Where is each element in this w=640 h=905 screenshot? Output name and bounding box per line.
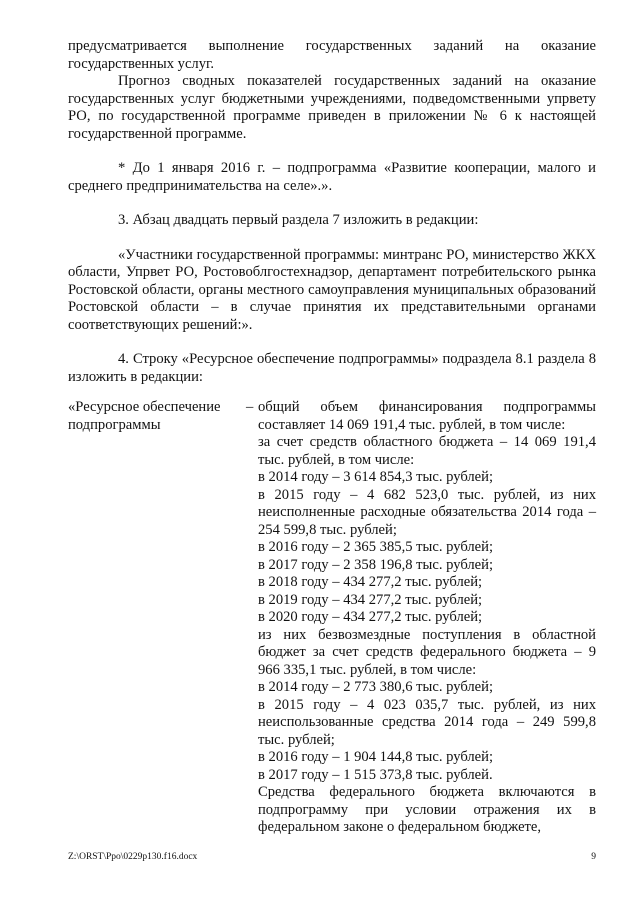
paragraph-tasks-continuation: предусматривается выполнение государственных заданий на оказание государственных услуг. <box>68 38 596 72</box>
resource-line: из них безвозмездные поступления в областной бюджет за счет средств федерального бюджета – 9 966 335,1 тыс. рублей, в том числе: <box>258 626 596 678</box>
resource-label: «Ресурсное обеспечение подпрограммы <box>68 399 221 433</box>
paragraph-forecast: Прогноз сводных показателей государственных заданий на оказание государственных услуг бюджетными учреждениями, подведомственными упрвету РО, по государственной программе приведен в приложении № 6 к настоящей государственной программе. <box>68 73 596 142</box>
resource-values <box>258 399 596 837</box>
resource-line: в 2016 году – 2 365 385,5 тыс. рублей; <box>258 539 494 555</box>
resource-line: в 2017 году – 1 515 373,8 тыс. рублей. <box>258 766 493 783</box>
resource-dash: – <box>246 399 254 415</box>
page-footer <box>68 852 596 862</box>
resource-line: общий объем финансирования подпрограммы составляет 14 069 191,4 тыс. рублей, в том числе: <box>258 399 596 433</box>
resource-provision-row <box>68 399 596 837</box>
paragraph-footnote: * До 1 января 2016 г. – подпрограмма «Развитие кооперации, малого и среднего предпринимательства на селе».». <box>68 160 596 194</box>
resource-line: в 2017 году – 2 358 196,8 тыс. рублей; <box>258 556 494 573</box>
paragraph-participants: «Участники государственной программы: минтранс РО, министерство ЖКХ области, Упрвет РО, Ростовоблгостехнадзор, департамент потребительского рынка Ростовской области, органы местного самоуправления муниципальных образований Ростовской области – в случае принятия их представительными органами соответствующих решений:». <box>68 246 596 333</box>
resource-line: Средства федерального бюджета включаются в подпрограмму при условии отражения их в федеральном законе о федеральном бюджете, <box>258 784 596 835</box>
resource-line: в 2019 году – 434 277,2 тыс. рублей; <box>258 591 483 608</box>
resource-line: в 2014 году – 3 614 854,3 тыс. рублей; <box>258 469 494 485</box>
resource-line: в 2015 году – 4 682 523,0 тыс. рублей, из них неисполненные расходные обязательства 2014 года – 254 599,8 тыс. рублей; <box>258 486 596 538</box>
footer-page-number: 9 <box>591 852 596 862</box>
resource-line: в 2015 году – 4 023 035,7 тыс. рублей, из них неиспользованные средства 2014 года – 249 599,8 тыс. рублей; <box>258 696 596 748</box>
resource-line: за счет средств областного бюджета – 14 069 191,4 тыс. рублей, в том числе: <box>258 434 596 468</box>
resource-line: в 2020 году – 434 277,2 тыс. рублей; <box>258 609 483 625</box>
document-body <box>68 38 596 837</box>
resource-line: в 2014 году – 2 773 380,6 тыс. рублей; <box>258 679 494 695</box>
paragraph-item-4: 4. Строку «Ресурсное обеспечение подпрограммы» подраздела 8.1 раздела 8 изложить в редакции: <box>68 351 596 385</box>
resource-line: в 2018 году – 434 277,2 тыс. рублей; <box>258 574 483 590</box>
resource-line: в 2016 году – 1 904 144,8 тыс. рублей; <box>258 749 494 765</box>
paragraph-item-3: 3. Абзац двадцать первый раздела 7 изложить в редакции: <box>118 212 479 228</box>
footer-file-path: Z:\ORST\Ppo\0229p130.f16.docx <box>68 852 198 862</box>
